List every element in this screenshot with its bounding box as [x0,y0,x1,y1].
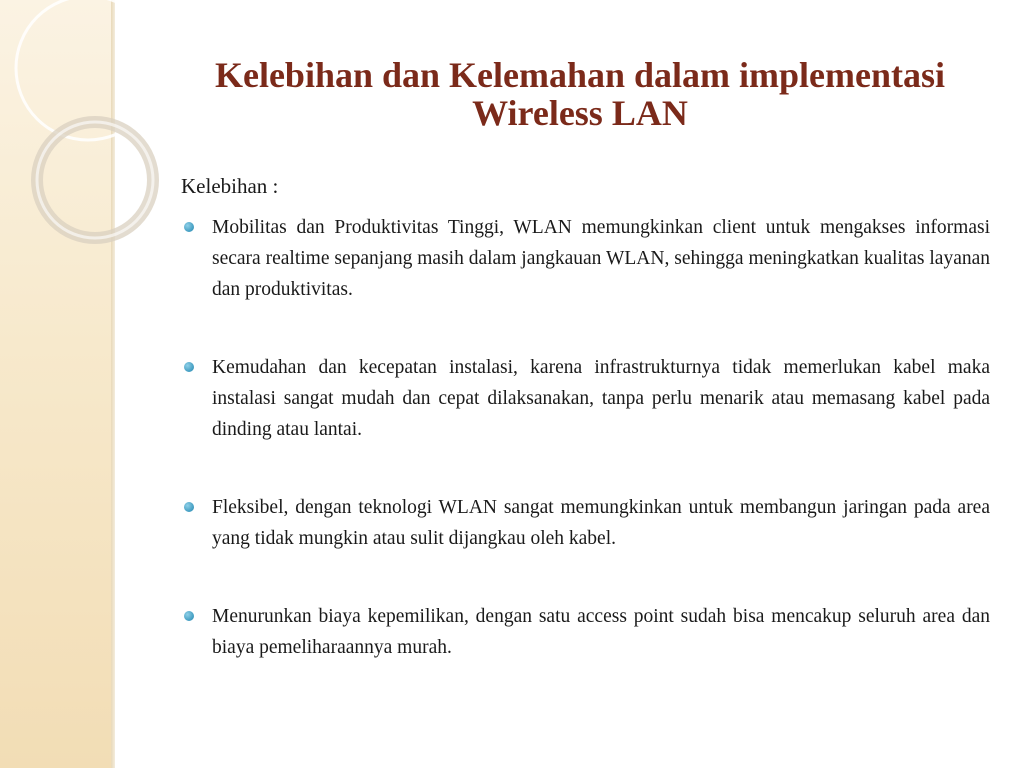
bullet-dot-icon [184,222,194,232]
slide-title: Kelebihan dan Kelemahan dalam implementasi Wireless LAN [214,55,946,133]
bullet-item [181,492,990,554]
bullet-item [181,601,990,663]
section-heading: Kelebihan : [181,174,279,198]
bullet-text: Menurunkan biaya kepemilikan, dengan satu access point sudah bisa mencakup seluruh area dan biaya pemeliharaannya murah. [212,606,990,658]
slide-content [181,170,990,663]
bullet-dot-icon [184,611,194,621]
decorative-rings [0,0,200,300]
bullet-list [181,212,990,663]
bullet-text: Mobilitas dan Produktivitas Tinggi, WLAN memungkinkan client untuk mengakses informasi secara realtime sepanjang masih dalam jangkauan WLAN, sehingga meningkatkan kualitas layanan dan produktivitas. [212,217,990,300]
bullet-dot-icon [184,502,194,512]
bullet-text: Fleksibel, dengan teknologi WLAN sangat memungkinkan untuk membangun jaringan pada area yang tidak mungkin atau sulit dijangkau oleh kabel. [212,497,990,549]
bullet-text: Kemudahan dan kecepatan instalasi, karena infrastrukturnya tidak memerlukan kabel maka instalasi sangat mudah dan cepat dilaksanakan, tanpa perlu menarik atau memasang kabel pada dinding atau lantai. [212,357,990,440]
bullet-item [181,212,990,305]
bullet-dot-icon [184,362,194,372]
bullet-item [181,352,990,445]
